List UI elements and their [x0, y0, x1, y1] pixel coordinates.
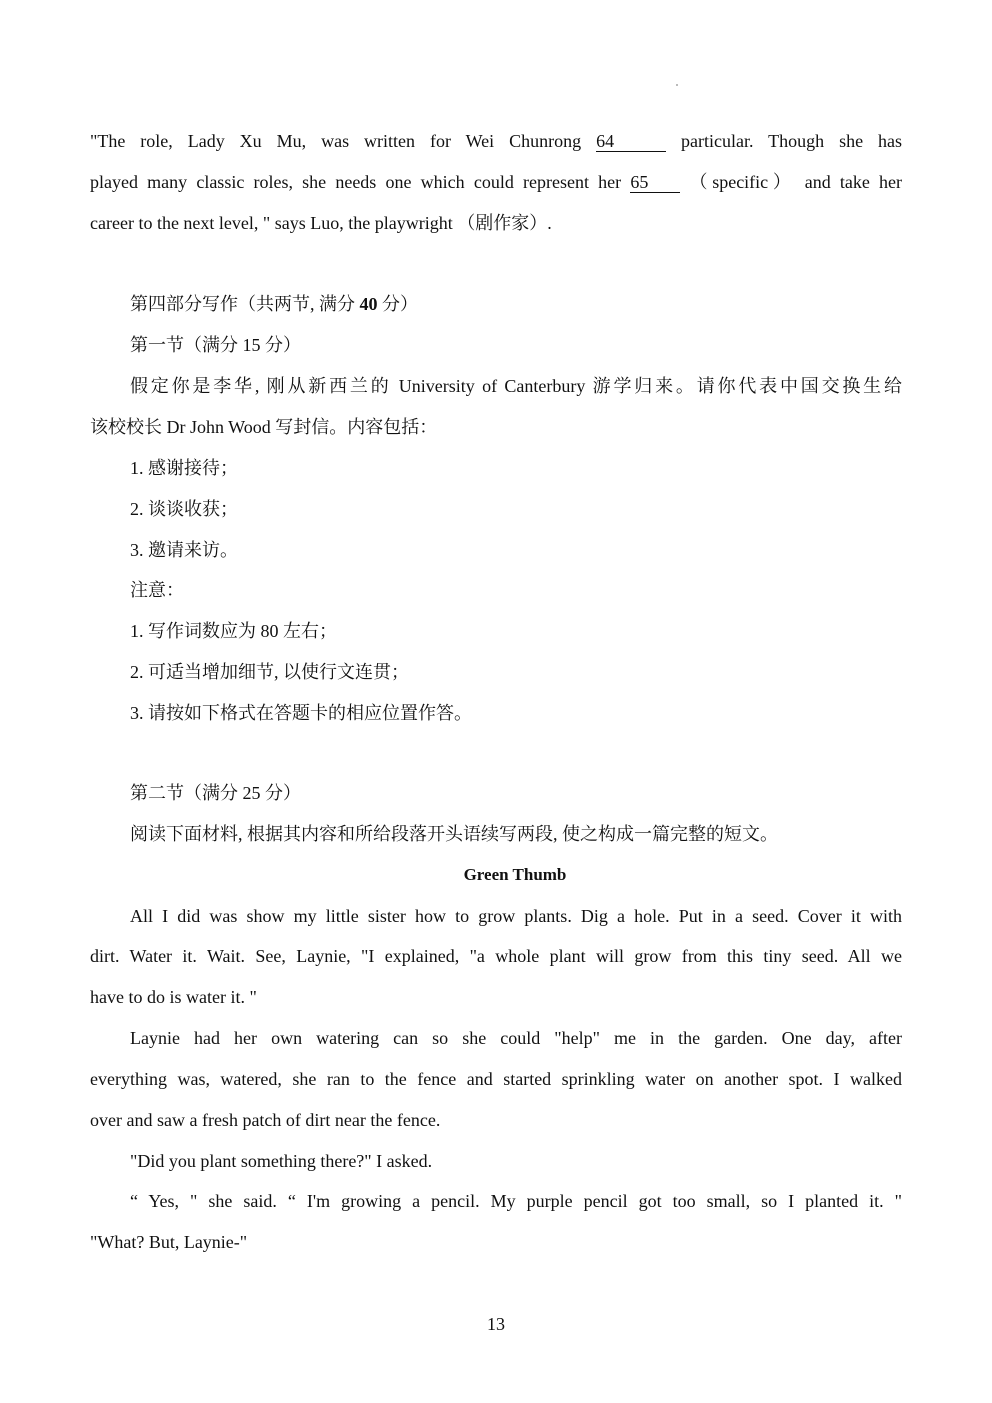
story-p2-line-2: everything was, watered, she ran to the fence and started sprinkling water on another spot. I walked — [90, 1069, 902, 1089]
story-title: Green Thumb — [463, 865, 567, 884]
story-p1-line-3: have to do is water it. " — [90, 987, 257, 1007]
story-p4: “ Yes, " she said. “ I'm growing a pencil. My purple pencil got too small, so I planted it. " — [130, 1191, 902, 1211]
story-p1-line-2: dirt. Water it. Wait. See, Laynie, "I explained, "a whole plant will grow from this tiny seed. All we — [90, 946, 902, 966]
content-item-1: 1. 感谢接待； — [130, 458, 238, 478]
note-item-2: 2. 可适当增加细节, 以使行文连贯； — [130, 662, 409, 682]
scan-speck — [676, 84, 678, 86]
part4-heading-suffix: 分） — [382, 294, 418, 314]
part4-heading-text: 第四部分写作（共两节, 满分 — [130, 294, 355, 314]
story-p2-line-1: Laynie had her own watering can so she could "help" me in the garden. One day, after — [130, 1028, 902, 1048]
section2-instruction: 阅读下面材料, 根据其内容和所给段落开头语续写两段, 使之构成一篇完整的短文。 — [130, 824, 778, 844]
story-p2-line-3: over and saw a fresh patch of dirt near the fence. — [90, 1110, 441, 1130]
note-item-1: 1. 写作词数应为 80 左右； — [130, 621, 337, 641]
section2-heading: 第二节（满分 25 分） — [130, 783, 301, 803]
prompt-line-2: 该校校长 Dr John Wood 写封信。内容包括： — [90, 417, 438, 437]
prompt-line-1: 假定你是李华, 刚从新西兰的 University of Canterbury 游学归来。请你代表中国交换生给 — [130, 376, 902, 396]
passage-line-2 — [90, 170, 902, 194]
story-p5: "What? But, Laynie-" — [90, 1232, 248, 1252]
story-p1-line-1: All I did was show my little sister how to grow plants. Dig a hole. Put in a seed. Cover it with — [130, 906, 902, 926]
passage-line-3: career to the next level, " says Luo, the playwright （剧作家）. — [90, 213, 552, 233]
notes-label: 注意： — [130, 580, 184, 600]
story-p3: "Did you plant something there?" I asked. — [130, 1151, 433, 1171]
passage-text: particular. Though she has — [681, 131, 903, 151]
section1-heading: 第一节（满分 15 分） — [130, 335, 301, 355]
passage-text: "The role, Lady Xu Mu, was written for Wei Chunrong — [90, 131, 582, 151]
blank-65: 65 — [630, 172, 680, 193]
passage-text: played many classic roles, she needs one which could represent her — [90, 172, 622, 192]
page-number: 13 — [487, 1314, 505, 1334]
part4-total-score: 40 — [359, 294, 378, 314]
part4-heading — [130, 292, 902, 316]
passage-text: （specific） and take her — [689, 172, 903, 192]
content-item-2: 2. 谈谈收获； — [130, 499, 238, 519]
content-item-3: 3. 邀请来访。 — [130, 540, 238, 560]
passage-line-1 — [90, 129, 902, 153]
blank-64: 64 — [596, 131, 666, 152]
note-item-3: 3. 请按如下格式在答题卡的相应位置作答。 — [130, 703, 472, 723]
